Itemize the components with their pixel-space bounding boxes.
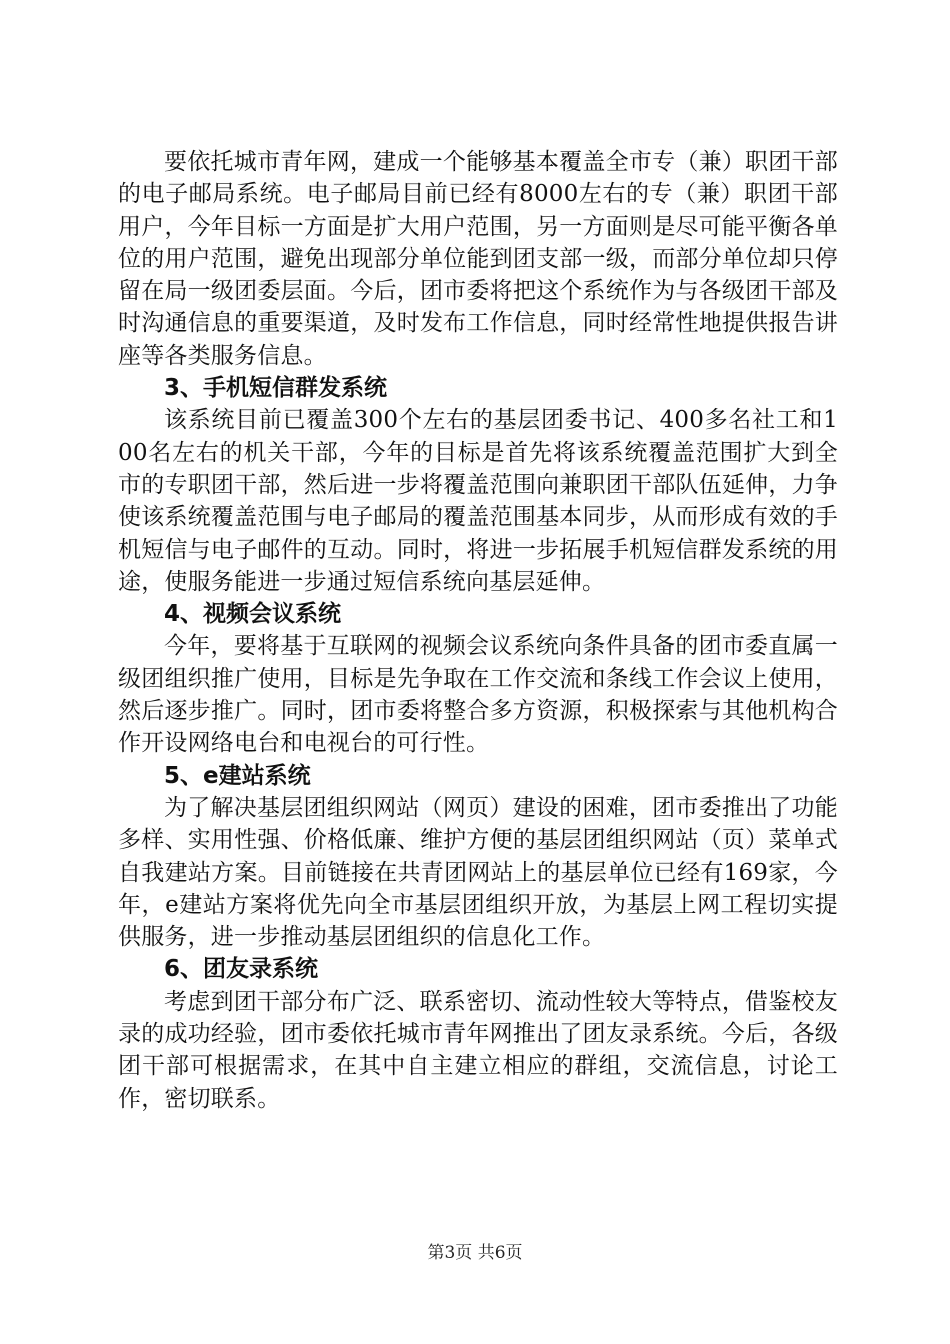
heading-sms-system: 3、手机短信群发系统 — [164, 375, 388, 402]
heading-league-friends: 6、团友录系统 — [164, 956, 319, 983]
paragraph-league-friends: 考虑到团干部分布广泛、联系密切、流动性较大等特点，借鉴校友录的成功经验，团市委依托城市青年网推出了团友录系统。今后，各级团干部可根据需求，在其中自主建立相应的群组，交流信息，讨论工作，密切联系。 — [118, 988, 838, 1112]
document-body — [118, 146, 838, 1115]
paragraph-e-site-builder: 为了解决基层团组织网站（网页）建设的困难，团市委推出了功能多样、实用性强、价格低廉、维护方便的基层团组织网站（页）菜单式自我建站方案。目前链接在共青团网站上的基层单位已经有169家，今年，e建站方案将优先向全市基层团组织开放，为基层上网工程切实提供服务，进一步推动基层团组织的信息化工作。 — [118, 794, 838, 951]
paragraph-sms-system: 该系统目前已覆盖300个左右的基层团委书记、400多名社工和100名左右的机关干部，今年的目标是首先将该系统覆盖范围扩大到全市的专职团干部，然后进一步将覆盖范围向兼职团干部队伍延伸，力争使该系统覆盖范围与电子邮局的覆盖范围基本同步，从而形成有效的手机短信与电子邮件的互动。同时，将进一步拓展手机短信群发系统的用途，使服务能进一步通过短信系统向基层延伸。 — [118, 407, 838, 595]
heading-e-site-builder: 5、e建站系统 — [164, 762, 311, 789]
paragraph-email-system: 要依托城市青年网，建成一个能够基本覆盖全市专（兼）职团干部的电子邮局系统。电子邮局目前已经有8000左右的专（兼）职团干部用户，今年目标一方面是扩大用户范围，另一方面则是尽可能平衡各单位的用户范围，避免出现部分单位能到团支部一级，而部分单位却只停留在局一级团委层面。今后，团市委将把这个系统作为与各级团干部及时沟通信息的重要渠道，及时发布工作信息，同时经常性地提供报告讲座等各类服务信息。 — [118, 149, 838, 369]
page-number-footer: 第3页 共6页 — [427, 1243, 523, 1263]
paragraph-video-conference: 今年，要将基于互联网的视频会议系统向条件具备的团市委直属一级团组织推广使用，目标是先争取在工作交流和条线工作会议上使用，然后逐步推广。同时，团市委将整合多方资源，积极探索与其他机构合作开设网络电台和电视台的可行性。 — [118, 633, 838, 757]
heading-video-conference: 4、视频会议系统 — [164, 601, 342, 628]
